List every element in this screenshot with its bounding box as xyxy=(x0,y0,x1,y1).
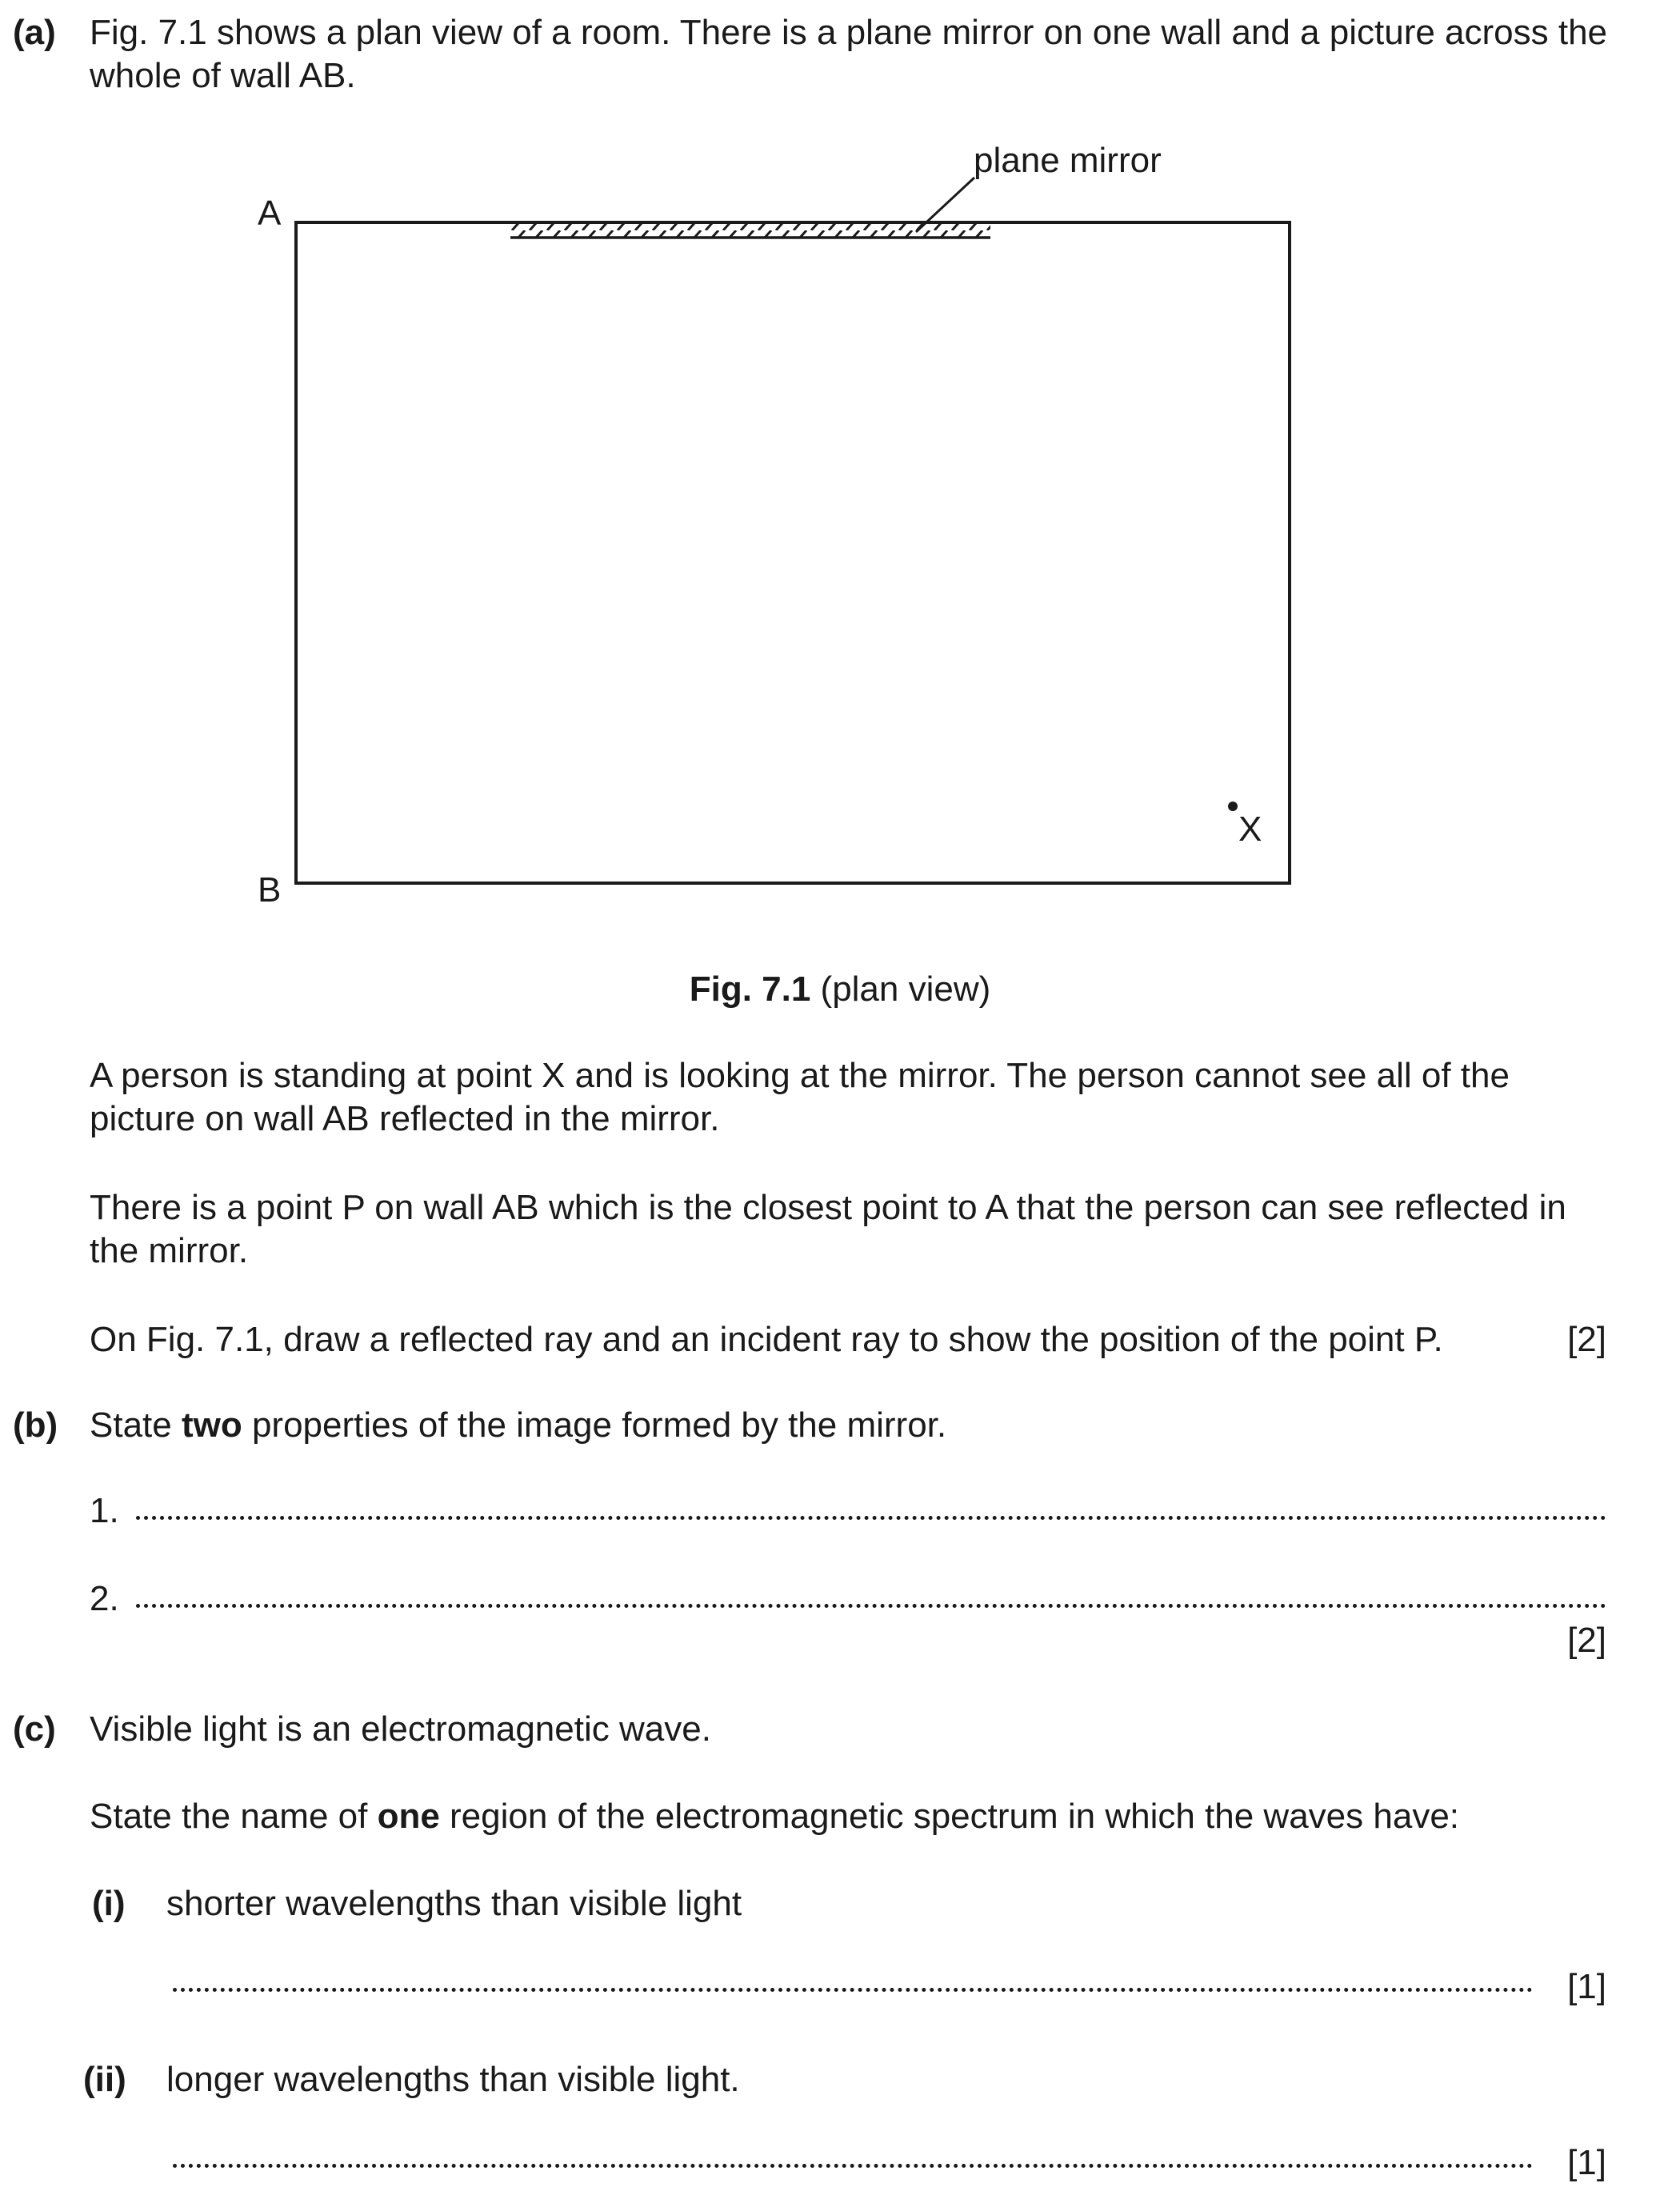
plane-mirror-label: plane mirror xyxy=(974,141,1162,180)
part-a-marks: [2] xyxy=(1567,1320,1606,1359)
point-x-label: X xyxy=(1238,810,1262,849)
room-outline xyxy=(296,222,1290,883)
part-a-para2: There is a point P on wall AB which is the closest point to A that the person can see reflected in the mirror. xyxy=(90,1188,1566,1270)
part-c-i-label: (i) xyxy=(92,1884,126,1923)
answer-line-2-number: 2. xyxy=(90,1579,119,1618)
part-b-q-bold: two xyxy=(181,1405,242,1445)
part-c-ii-label: (ii) xyxy=(83,2060,126,2099)
part-a-para1: A person is standing at point X and is looking at the mirror. The person cannot see all of the picture on wall AB reflected in the mirror. xyxy=(90,1056,1510,1138)
corner-a-label: A xyxy=(258,194,282,233)
point-x-dot xyxy=(1228,802,1238,811)
part-c-i-marks: [1] xyxy=(1567,1967,1606,2006)
answer-line-1-number: 1. xyxy=(90,1491,119,1530)
answer-line-2[interactable] xyxy=(136,1604,1606,1608)
part-c-label: (c) xyxy=(13,1709,56,1749)
part-a-label: (a) xyxy=(13,13,56,52)
room-plan-figure xyxy=(0,0,1680,944)
part-c-q-bold: one xyxy=(377,1797,440,1836)
part-a-intro: Fig. 7.1 shows a plan view of a room. There is a plane mirror on one wall and a picture across the whole of wall AB. xyxy=(90,13,1608,95)
part-c-ii-text: longer wavelengths than visible light. xyxy=(166,2060,740,2099)
part-b-marks: [2] xyxy=(1567,1621,1606,1660)
answer-line-c-ii[interactable] xyxy=(173,2164,1533,2168)
answer-line-1[interactable] xyxy=(136,1516,1606,1520)
answer-line-c-i[interactable] xyxy=(173,1988,1533,1992)
part-c-question xyxy=(90,1795,1459,1838)
figure-caption-rest: (plan view) xyxy=(810,970,991,1009)
part-b-q-post: properties of the image formed by the mirror. xyxy=(242,1405,947,1445)
part-c-statement: Visible light is an electromagnetic wave. xyxy=(90,1709,711,1749)
part-b-question xyxy=(90,1404,946,1447)
part-c-i-text: shorter wavelengths than visible light xyxy=(166,1884,742,1923)
part-c-q-post: region of the electromagnetic spectrum in which the waves have: xyxy=(439,1797,1460,1836)
part-c-ii-marks: [1] xyxy=(1567,2143,1606,2182)
figure-caption xyxy=(0,968,1680,1011)
part-a-task: On Fig. 7.1, draw a reflected ray and an incident ray to show the position of the point P. xyxy=(90,1320,1443,1359)
figure-number: Fig. 7.1 xyxy=(689,970,811,1009)
part-c-q-pre: State the name of xyxy=(90,1797,378,1836)
part-b-label: (b) xyxy=(13,1405,58,1445)
corner-b-label: B xyxy=(258,870,282,910)
part-b-q-pre: State xyxy=(90,1405,182,1445)
